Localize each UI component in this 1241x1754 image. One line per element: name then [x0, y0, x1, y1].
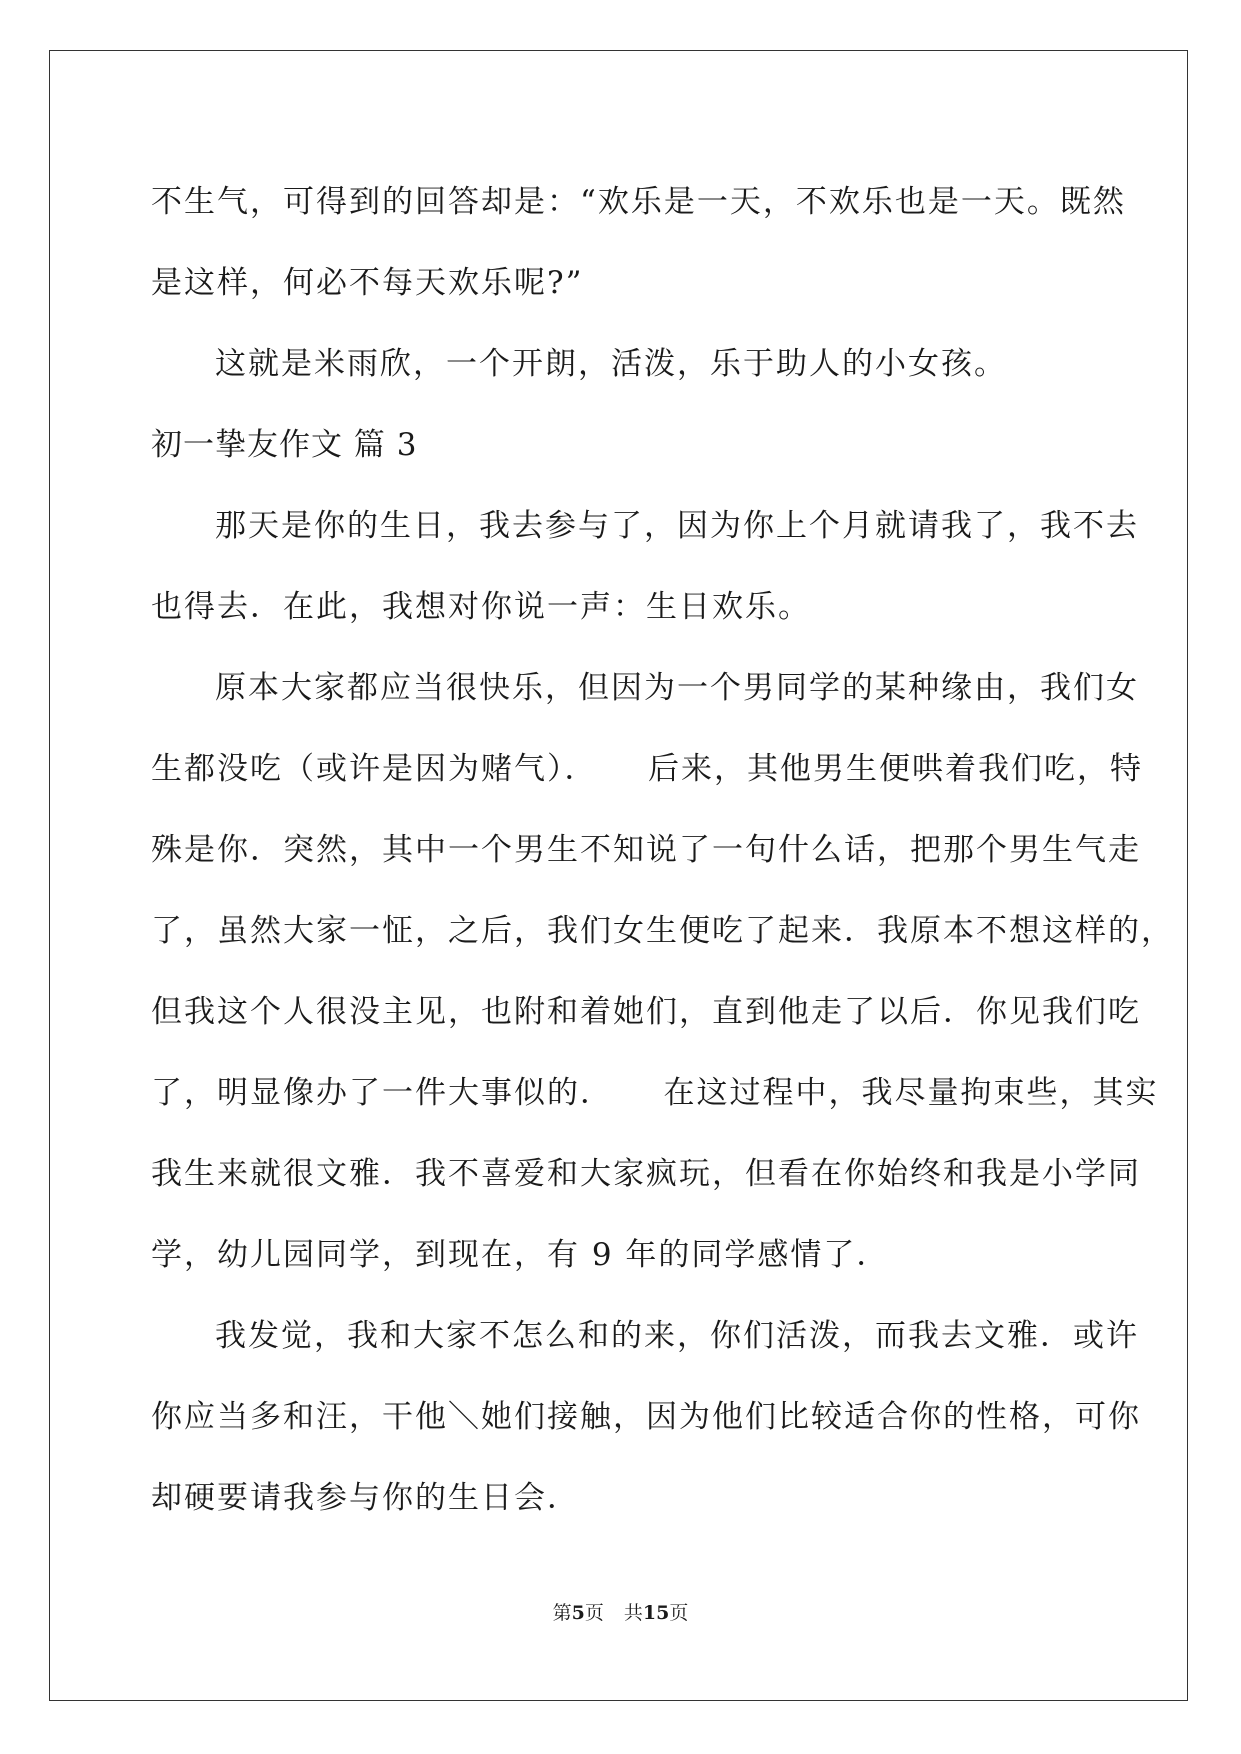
total-pages-number: 15 [642, 1602, 670, 1624]
paragraph-line: 但我这个人很没主见，也附和着她们，直到他走了以后．你见我们吃 [151, 994, 1141, 1030]
paragraph-line: 却硬要请我参与你的生日会． [151, 1480, 580, 1516]
paragraph-line: 不生气，可得到的回答却是：“欢乐是一天，不欢乐也是一天。既然 [151, 184, 1126, 220]
document-body [151, 162, 1174, 1539]
paragraph-line: 也得去．在此，我想对你说一声：生日欢乐。 [151, 589, 811, 625]
paragraph-line: 我发觉，我和大家不怎么和的来，你们活泼，而我去文雅．或许 [215, 1318, 1139, 1354]
paragraph-line: 原本大家都应当很快乐，但因为一个男同学的某种缘由，我们女 [215, 670, 1139, 706]
total-unit: 页 [669, 1602, 689, 1624]
page-prefix: 第 [552, 1602, 572, 1624]
total-prefix: 共 [623, 1602, 643, 1624]
paragraph-line: 学，幼儿园同学，到现在，有 9 年的同学感情了． [151, 1237, 890, 1273]
page-unit: 页 [584, 1602, 604, 1624]
paragraph-line: 我生来就很文雅．我不喜爱和大家疯玩，但看在你始终和我是小学同 [151, 1156, 1141, 1192]
paragraph-line: 了，明显像办了一件大事似的． 在这过程中，我尽量拘束些，其实 [151, 1075, 1159, 1111]
paragraph-line: 了，虽然大家一怔，之后，我们女生便吃了起来．我原本不想这样的， [151, 913, 1174, 949]
paragraph-line: 生都没吃（或许是因为赌气）． 后来，其他男生便哄着我们吃，特 [151, 751, 1143, 787]
paragraph-line: 这就是米雨欣，一个开朗，活泼，乐于助人的小女孩。 [215, 346, 1007, 382]
page-footer [0, 1598, 1241, 1625]
paragraph-line: 殊是你．突然，其中一个男生不知说了一句什么话，把那个男生气走 [151, 832, 1141, 868]
paragraph-line: 你应当多和汪，干他＼她们接触，因为他们比较适合你的性格，可你 [151, 1399, 1141, 1435]
paragraph-line: 是这样，何必不每天欢乐呢?” [151, 265, 584, 301]
paragraph-line: 那天是你的生日，我去参与了，因为你上个月就请我了，我不去 [215, 508, 1139, 544]
current-page-number: 5 [571, 1602, 585, 1624]
section-heading: 初一挚友作文 篇 3 [151, 427, 418, 463]
